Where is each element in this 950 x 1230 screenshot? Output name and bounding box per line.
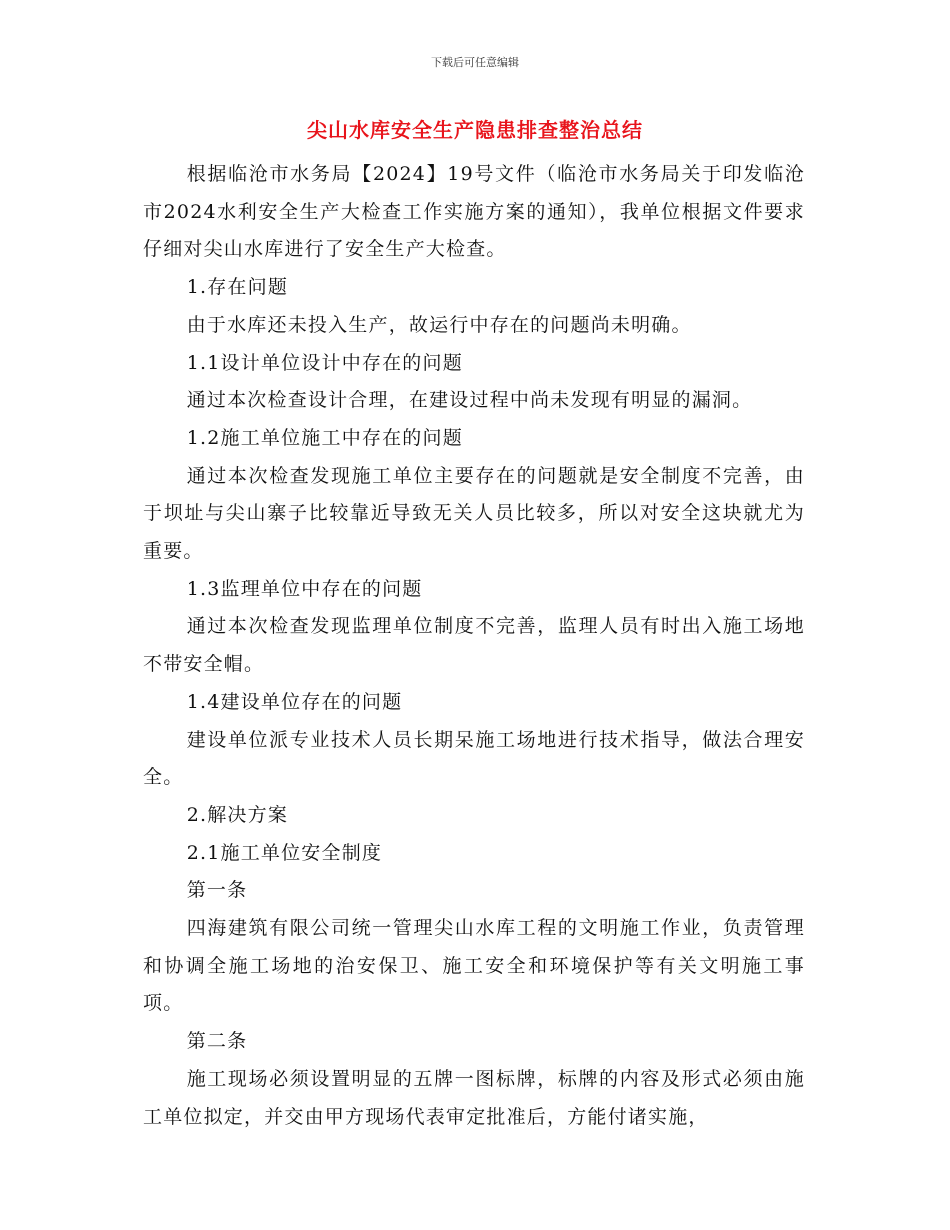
article-heading: 第一条 xyxy=(186,879,248,902)
paragraph: 四海建筑有限公司统一管理尖山水库工程的文明施工作业，负责管理和协调全施工场地的治安保卫、施工安全和环境保护等有关文明施工事项。 xyxy=(143,917,805,1015)
paragraph: 建设单位派专业技术人员长期呆施工场地进行技术指导，做法合理安全。 xyxy=(143,728,805,789)
subsection-heading: 1.3监理单位中存在的问题 xyxy=(186,577,423,600)
subsection-heading: 1.2施工单位施工中存在的问题 xyxy=(186,426,463,449)
subsection-heading: 1.1设计单位设计中存在的问题 xyxy=(186,351,463,374)
article-heading: 第二条 xyxy=(186,1030,248,1053)
section-heading: 1.存在问题 xyxy=(186,276,289,299)
document-title: 尖山水库安全生产隐患排查整治总结 xyxy=(307,118,643,142)
page-header-note: 下载后可任意编辑 xyxy=(431,56,519,69)
subsection-heading: 1.4建设单位存在的问题 xyxy=(186,690,403,713)
paragraph: 施工现场必须设置明显的五牌一图标牌，标牌的内容及形式必须由施工单位拟定，并交由甲方现场代表审定批准后，方能付诸实施， xyxy=(143,1067,805,1128)
paragraph: 通过本次检查设计合理，在建设过程中尚未发现有明显的漏洞。 xyxy=(186,389,753,412)
paragraph: 通过本次检查发现施工单位主要存在的问题就是安全制度不完善，由于坝址与尖山寨子比较靠近导致无关人员比较多，所以对安全这块就尤为重要。 xyxy=(143,464,805,563)
document-body xyxy=(143,156,805,1136)
paragraph-intro: 根据临沧市水务局【2024】19号文件（临沧市水务局关于印发临沧市2024水利安全生产大检查工作实施方案的通知），我单位根据文件要求仔细对尖山水库进行了安全生产大检查。 xyxy=(143,163,805,261)
section-heading: 2.解决方案 xyxy=(186,803,289,826)
paragraph: 通过本次检查发现监理单位制度不完善，监理人员有时出入施工场地不带安全帽。 xyxy=(143,615,805,676)
subsection-heading: 2.1施工单位安全制度 xyxy=(186,841,383,864)
paragraph: 由于水库还未投入生产，故运行中存在的问题尚未明确。 xyxy=(186,313,692,336)
